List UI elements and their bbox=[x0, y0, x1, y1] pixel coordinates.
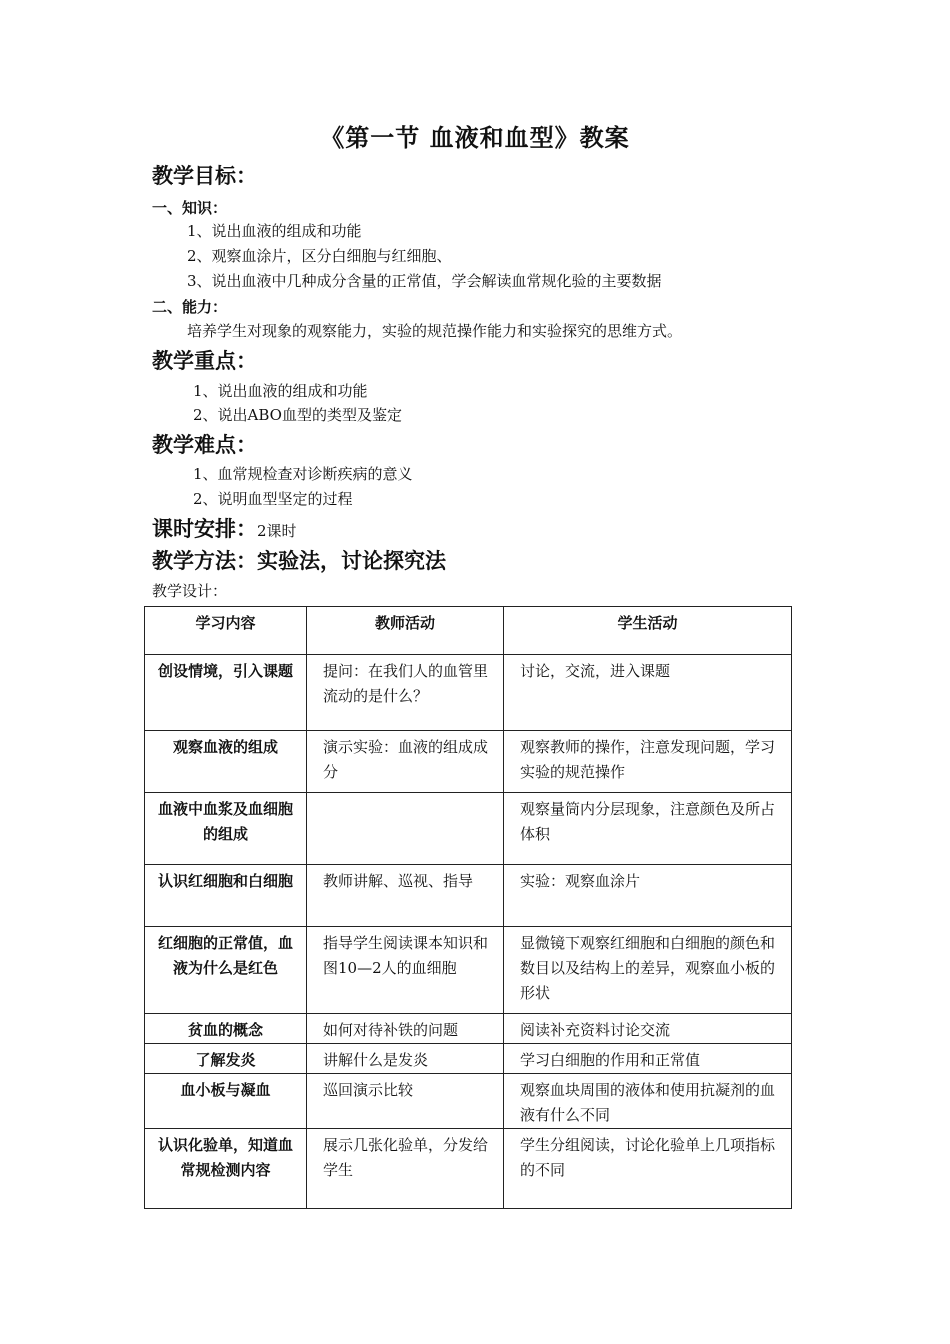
row-student: 学生分组阅读，讨论化验单上几项指标的不同 bbox=[504, 1129, 792, 1209]
row-teacher: 教师讲解、巡视、指导 bbox=[307, 865, 504, 927]
table-row bbox=[145, 865, 792, 927]
table-row bbox=[145, 1044, 792, 1074]
key-point-item: 1、说出血液的组成和功能 bbox=[193, 382, 368, 400]
table-row bbox=[145, 655, 792, 731]
table-row bbox=[145, 731, 792, 793]
row-teacher: 讲解什么是发炎 bbox=[307, 1044, 504, 1074]
key-point-item: 2、说出ABO血型的类型及鉴定 bbox=[193, 406, 402, 424]
ability-label: 二、能力： bbox=[152, 298, 228, 316]
row-topic: 血小板与凝血 bbox=[145, 1074, 307, 1129]
knowledge-label: 一、知识： bbox=[152, 199, 228, 217]
objectives-heading: 教学目标： bbox=[152, 163, 257, 188]
row-student: 观察血块周围的液体和使用抗凝剂的血液有什么不同 bbox=[504, 1074, 792, 1129]
row-student: 实验：观察血涂片 bbox=[504, 865, 792, 927]
row-student: 观察量筒内分层现象，注意颜色及所占体积 bbox=[504, 793, 792, 865]
row-topic: 创设情境，引入课题 bbox=[145, 655, 307, 731]
schedule-heading: 课时安排： bbox=[152, 516, 257, 541]
table-row bbox=[145, 1074, 792, 1129]
header-student: 学生活动 bbox=[504, 607, 792, 655]
header-teacher: 教师活动 bbox=[307, 607, 504, 655]
design-caption: 教学设计： bbox=[152, 582, 228, 600]
row-topic: 认识化验单，知道血常规检测内容 bbox=[145, 1129, 307, 1209]
row-topic: 了解发炎 bbox=[145, 1044, 307, 1074]
header-topic: 学习内容 bbox=[145, 607, 307, 655]
table-header-row bbox=[145, 607, 792, 655]
table-row bbox=[145, 1014, 792, 1044]
row-topic: 血液中血浆及血细胞的组成 bbox=[145, 793, 307, 865]
row-topic: 红细胞的正常值，血液为什么是红色 bbox=[145, 927, 307, 1014]
row-topic: 观察血液的组成 bbox=[145, 731, 307, 793]
difficulties-heading: 教学难点： bbox=[152, 432, 257, 457]
row-teacher: 如何对待补铁的问题 bbox=[307, 1014, 504, 1044]
row-teacher: 提问：在我们人的血管里流动的是什么？ bbox=[307, 655, 504, 731]
row-student: 显微镜下观察红细胞和白细胞的颜色和数目以及结构上的差异，观察血小板的形状 bbox=[504, 927, 792, 1014]
difficulty-item: 2、说明血型坚定的过程 bbox=[193, 490, 353, 508]
method-heading: 教学方法：实验法，讨论探究法 bbox=[152, 548, 446, 573]
row-teacher: 展示几张化验单，分发给学生 bbox=[307, 1129, 504, 1209]
schedule-value: 2课时 bbox=[257, 522, 297, 540]
knowledge-item: 3、说出血液中几种成分含量的正常值，学会解读血常规化验的主要数据 bbox=[187, 272, 662, 290]
table-row bbox=[145, 1129, 792, 1209]
knowledge-item: 2、观察血涂片，区分白细胞与红细胞、 bbox=[187, 247, 452, 265]
difficulty-item: 1、血常规检查对诊断疾病的意义 bbox=[193, 465, 413, 483]
document-title: 《第一节 血液和血型》教案 bbox=[320, 123, 630, 152]
row-topic: 贫血的概念 bbox=[145, 1014, 307, 1044]
ability-text: 培养学生对现象的观察能力，实验的规范操作能力和实验探究的思维方式。 bbox=[187, 322, 683, 340]
design-table bbox=[144, 606, 792, 1209]
row-teacher: 巡回演示比较 bbox=[307, 1074, 504, 1129]
row-topic: 认识红细胞和白细胞 bbox=[145, 865, 307, 927]
row-student: 观察教师的操作，注意发现问题，学习实验的规范操作 bbox=[504, 731, 792, 793]
row-student: 学习白细胞的作用和正常值 bbox=[504, 1044, 792, 1074]
row-student: 讨论，交流，进入课题 bbox=[504, 655, 792, 731]
table-row bbox=[145, 927, 792, 1014]
table-row bbox=[145, 793, 792, 865]
knowledge-item: 1、说出血液的组成和功能 bbox=[187, 222, 362, 240]
row-teacher: 演示实验：血液的组成成分 bbox=[307, 731, 504, 793]
row-teacher: 指导学生阅读课本知识和图10—2人的血细胞 bbox=[307, 927, 504, 1014]
key-points-heading: 教学重点： bbox=[152, 348, 257, 373]
row-teacher bbox=[307, 793, 504, 865]
row-student: 阅读补充资料讨论交流 bbox=[504, 1014, 792, 1044]
schedule-line bbox=[152, 513, 297, 543]
